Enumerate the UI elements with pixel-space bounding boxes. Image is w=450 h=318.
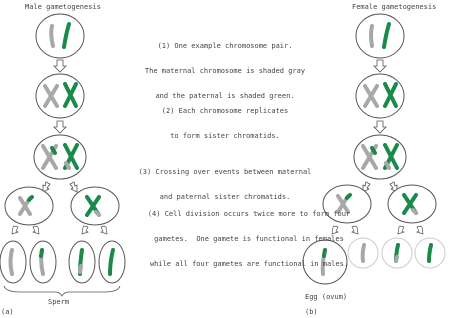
arrow-down [54, 60, 66, 72]
egg-label: Egg (ovum) [305, 293, 348, 301]
arrow-split-right [70, 182, 77, 192]
sperm-bracket [4, 286, 120, 296]
male-cell-2 [36, 74, 84, 118]
male-cell-1 [36, 14, 84, 58]
female-cell-3 [354, 135, 406, 179]
male-cell-3 [34, 135, 86, 179]
arrow-down [374, 121, 386, 133]
maternal-chromosome [51, 26, 53, 46]
arrow-down [54, 121, 66, 133]
female-cell-2 [356, 74, 404, 118]
panel-b-label: (b) [305, 308, 318, 316]
female-cell-1 [356, 14, 404, 58]
arrow-split-left [43, 182, 50, 192]
sperm-label: Sperm [48, 298, 70, 306]
male-title: Male gametogenesis [25, 3, 101, 11]
arrow-down [374, 60, 386, 72]
arrows-to-sperm [12, 226, 107, 234]
step-4-text: (4) Cell division occurs twice more to form four gametes. One gamete is functional in females while all four gametes are functional in males. [147, 209, 351, 269]
female-title: Female gametogenesis [352, 3, 437, 11]
sperm-cells [0, 241, 125, 283]
step-1-text: (1) One example chromosome pair. The maternal chromosome is shaded gray and the paternal is shaded green. [144, 41, 306, 101]
step-3-text: (3) Crossing over events between maternal and paternal sister chromatids. [138, 167, 312, 201]
female-cell-4b [388, 185, 436, 223]
step-2-text: (2) Each chromosome replicates to form sister chromatids. [161, 106, 289, 140]
male-cell-4a [5, 187, 53, 225]
male-cell-4b [71, 187, 119, 225]
panel-a-label: (a) [1, 308, 14, 316]
